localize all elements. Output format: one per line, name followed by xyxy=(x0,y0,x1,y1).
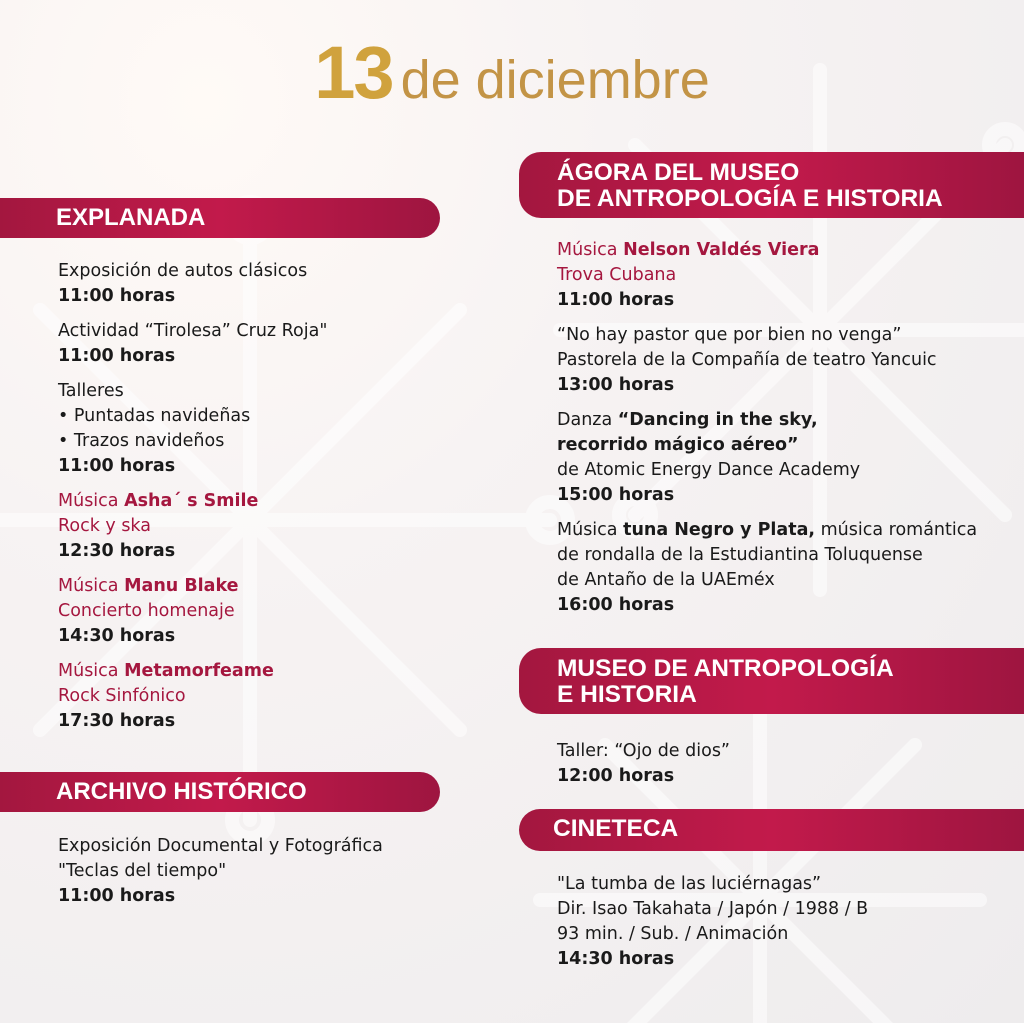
explanada-heading: EXPLANADA xyxy=(56,204,206,231)
event-title: “No hay pastor que por bien no venga” xyxy=(557,325,902,345)
event-item xyxy=(58,659,438,734)
event-subitem: • Puntadas navideñas xyxy=(58,406,251,426)
title-day: 13 xyxy=(314,31,393,114)
page-title xyxy=(0,30,1024,115)
event-genre: Trova Cubana xyxy=(557,265,677,285)
event-category: Música xyxy=(58,491,119,511)
event-title: Taller: “Ojo de dios” xyxy=(557,741,731,761)
event-description: de rondalla de la Estudiantina Toluquense xyxy=(557,545,923,565)
event-title: Actividad “Tirolesa” Cruz Roja" xyxy=(58,321,328,341)
museo-heading-line2: E HISTORIA xyxy=(557,680,697,708)
event-time: 15:00 horas xyxy=(557,485,675,505)
event-time: 14:30 horas xyxy=(557,949,675,969)
event-item xyxy=(557,408,997,508)
cineteca-heading: CINETECA xyxy=(553,815,679,842)
event-performer: Metamorfeame xyxy=(124,661,274,681)
explanada-events xyxy=(58,259,438,744)
archivo-events xyxy=(58,834,438,919)
event-subitem: • Trazos navideños xyxy=(58,431,225,451)
agora-events xyxy=(557,238,997,628)
event-item xyxy=(557,739,997,789)
event-performer: Asha´ s Smile xyxy=(124,491,259,511)
event-subtitle: "Teclas del tiempo" xyxy=(58,861,227,881)
archivo-banner xyxy=(0,772,440,812)
event-item xyxy=(58,489,438,564)
agora-banner xyxy=(519,152,1024,218)
event-credits: Dir. Isao Takahata / Japón / 1988 / B xyxy=(557,899,869,919)
event-title-cont: recorrido mágico aéreo” xyxy=(557,435,799,455)
event-title: “Dancing in the sky, xyxy=(617,410,818,430)
event-item xyxy=(58,259,438,309)
event-title: "La tumba de las luciérnagas” xyxy=(557,874,822,894)
event-genre: Concierto homenaje xyxy=(58,601,235,621)
event-time: 12:00 horas xyxy=(557,766,675,786)
event-item xyxy=(58,379,438,479)
event-time: 11:00 horas xyxy=(58,886,176,906)
event-performer: Nelson Valdés Viera xyxy=(623,240,820,260)
agora-heading-line1: ÁGORA DEL MUSEO xyxy=(557,159,800,186)
event-item xyxy=(58,319,438,369)
title-month: de diciembre xyxy=(400,50,710,110)
museo-heading-line1: MUSEO DE ANTROPOLOGÍA xyxy=(557,655,894,682)
event-description: música romántica xyxy=(820,520,978,540)
event-time: 11:00 horas xyxy=(58,346,176,366)
cineteca-banner xyxy=(519,809,1024,851)
event-item xyxy=(557,518,997,618)
event-category: Música xyxy=(557,520,618,540)
agora-heading-line2: DE ANTROPOLOGÍA E HISTORIA xyxy=(557,184,943,212)
event-time: 11:00 horas xyxy=(557,290,675,310)
explanada-banner xyxy=(0,198,440,238)
event-category: Música xyxy=(58,576,119,596)
archivo-heading: ARCHIVO HISTÓRICO xyxy=(56,778,307,805)
event-title: Exposición de autos clásicos xyxy=(58,261,308,281)
event-item xyxy=(557,238,997,313)
event-item xyxy=(58,574,438,649)
event-subtitle: Pastorela de la Compañía de teatro Yancuic xyxy=(557,350,937,370)
event-title: Talleres xyxy=(58,381,124,401)
event-category: Música xyxy=(557,240,618,260)
event-time: 12:30 horas xyxy=(58,541,176,561)
event-performer: tuna Negro y Plata, xyxy=(623,520,816,540)
event-details: 93 min. / Sub. / Animación xyxy=(557,924,789,944)
event-item xyxy=(557,872,997,972)
event-item xyxy=(557,323,997,398)
event-time: 17:30 horas xyxy=(58,711,176,731)
event-description: de Antaño de la UAEméx xyxy=(557,570,775,590)
event-genre: Rock y ska xyxy=(58,516,151,536)
event-subtitle: de Atomic Energy Dance Academy xyxy=(557,460,861,480)
event-genre: Rock Sinfónico xyxy=(58,686,186,706)
event-time: 11:00 horas xyxy=(58,456,176,476)
museo-banner xyxy=(519,648,1024,714)
event-title: Exposición Documental y Fotográfica xyxy=(58,836,383,856)
event-time: 11:00 horas xyxy=(58,286,176,306)
event-performer: Manu Blake xyxy=(124,576,239,596)
event-category: Danza xyxy=(557,410,613,430)
museo-events xyxy=(557,739,997,799)
event-item xyxy=(58,834,438,909)
event-time: 16:00 horas xyxy=(557,595,675,615)
event-time: 13:00 horas xyxy=(557,375,675,395)
event-category: Música xyxy=(58,661,119,681)
event-time: 14:30 horas xyxy=(58,626,176,646)
cineteca-events xyxy=(557,872,997,982)
